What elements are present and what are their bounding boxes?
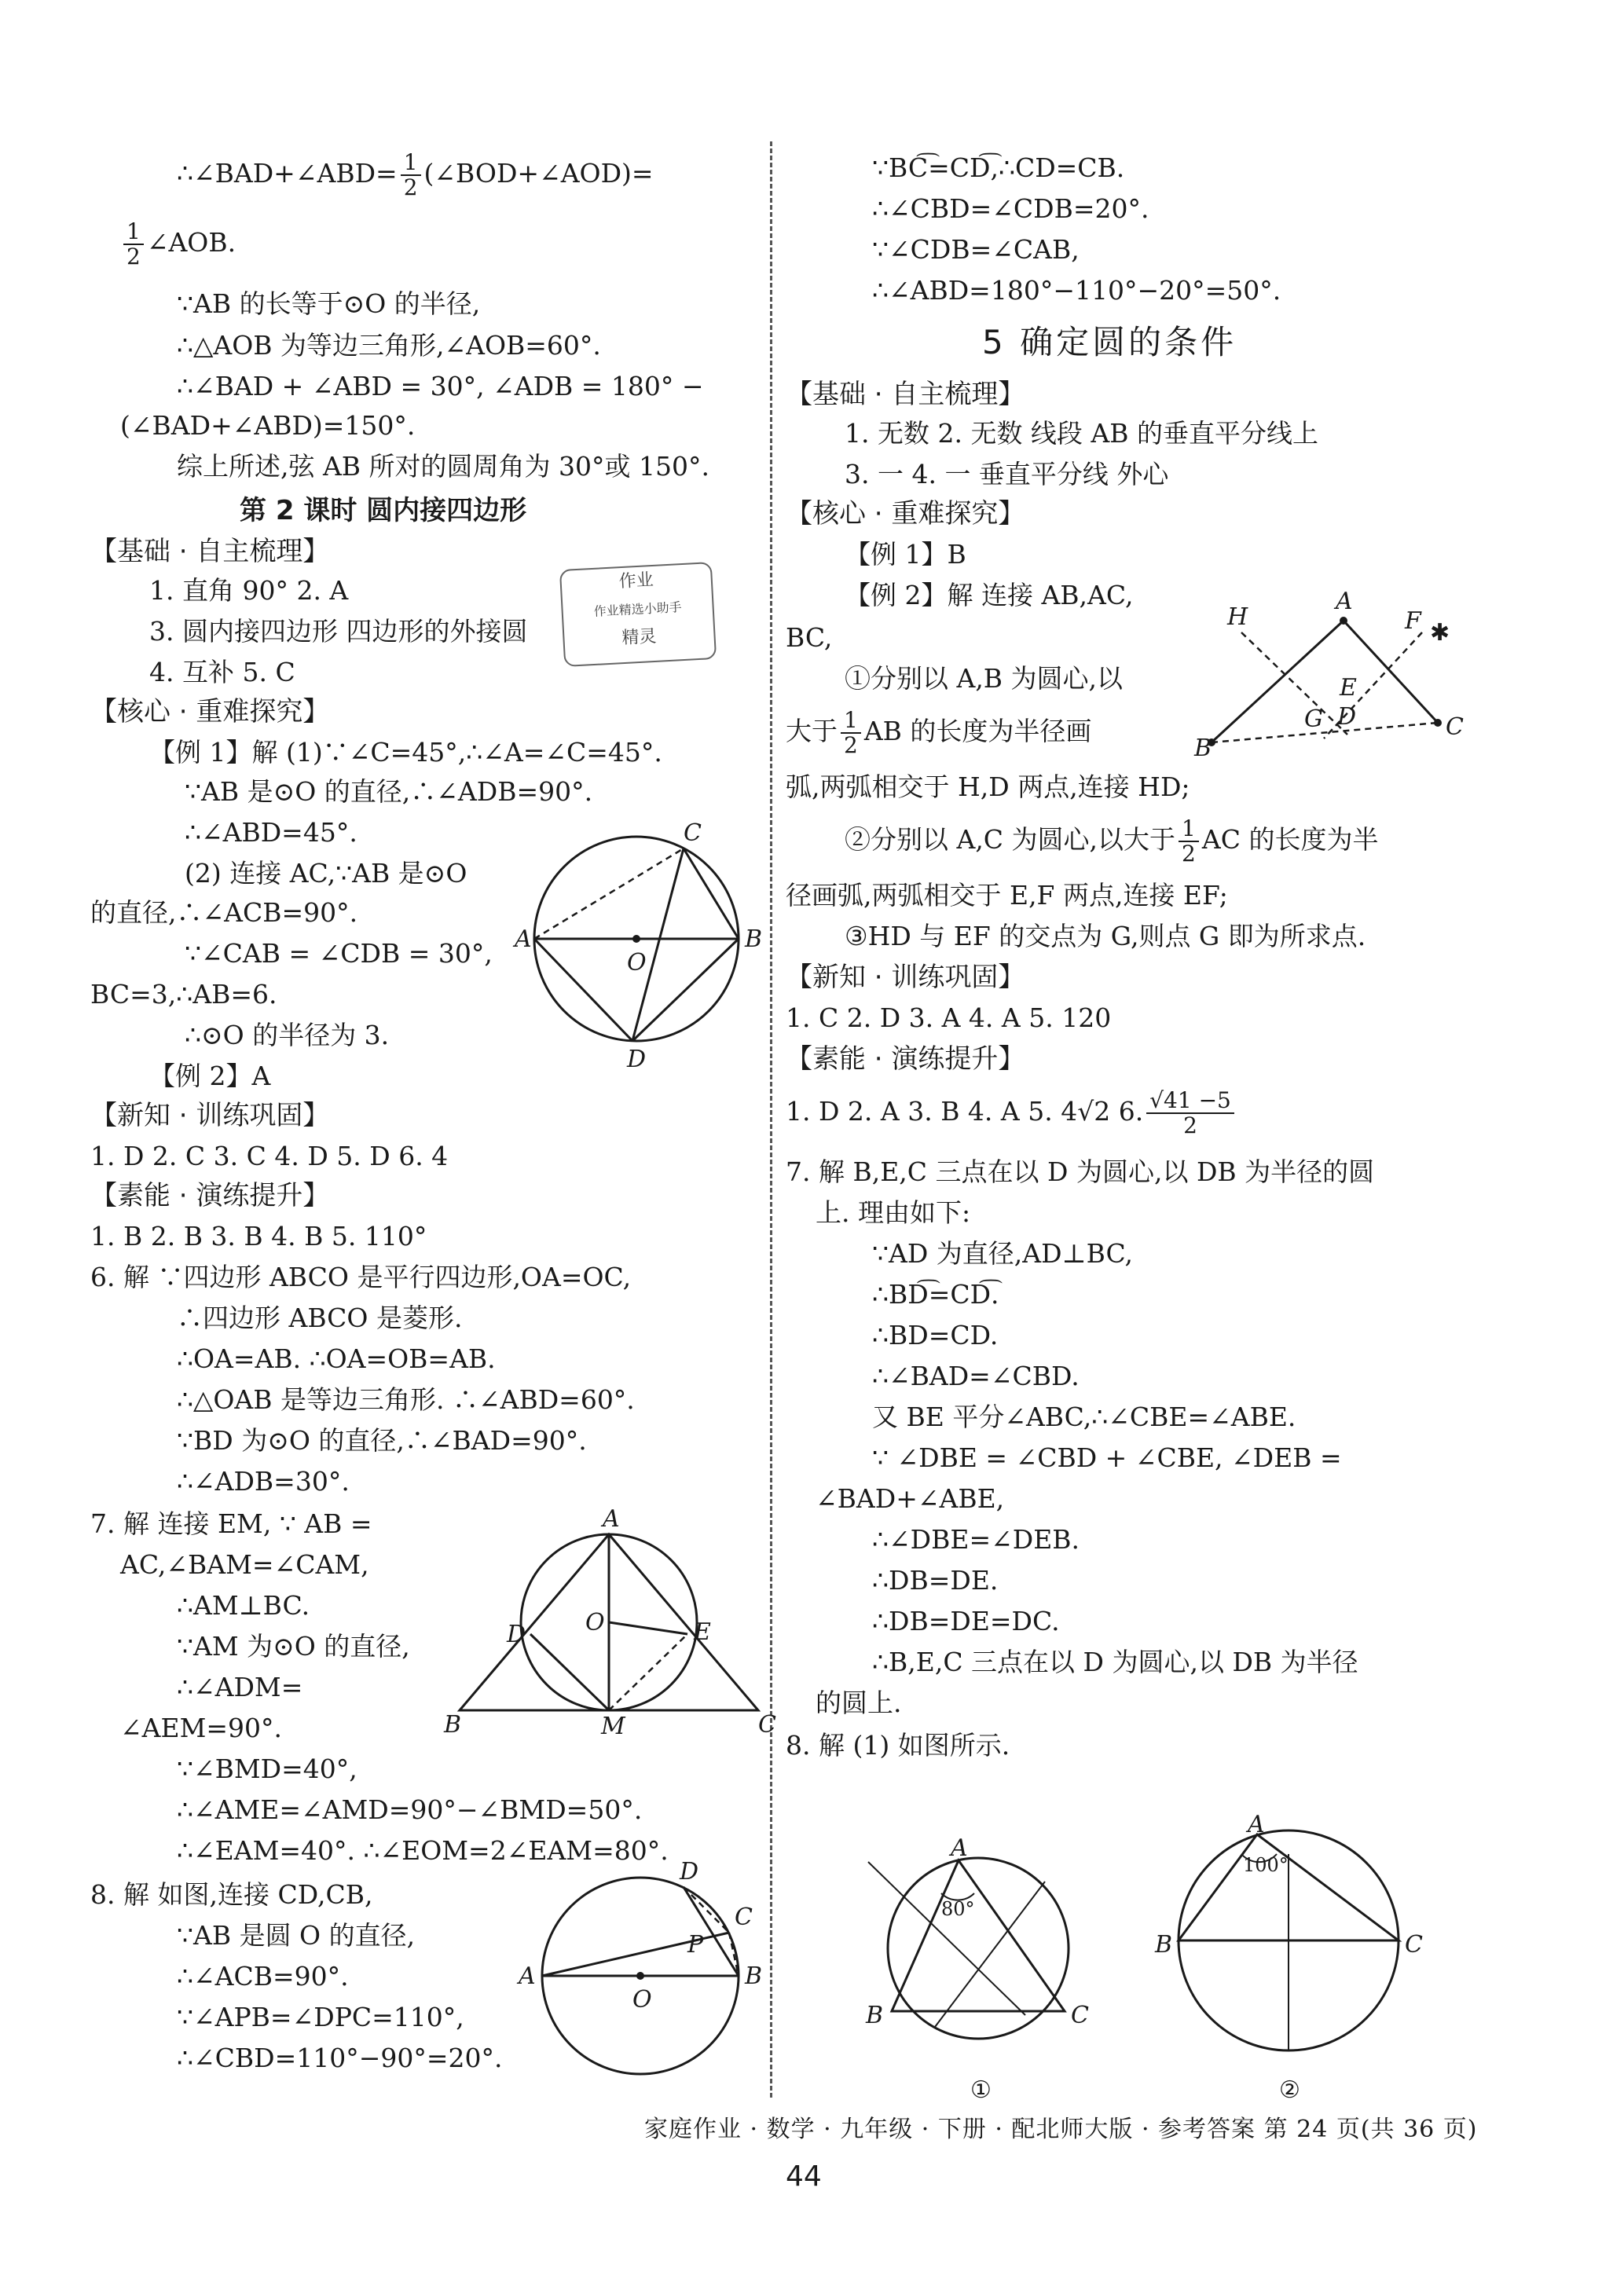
text-line: 【例 1】解 (1)∵∠C=45°,∴∠A=∠C=45°. — [149, 737, 662, 768]
numerator: 1 — [1179, 817, 1199, 842]
text-line: 径画弧,两弧相交于 E,F 两点,连接 EF; — [786, 880, 1228, 911]
section-heading: 【基础 · 自主梳理】 — [786, 379, 1025, 410]
text-line: ∴BD͡=CD͡. — [872, 1279, 999, 1310]
text-line: BC=3,∴AB=6. — [90, 979, 277, 1010]
fraction — [401, 151, 421, 200]
lesson-title: 第 2 课时 圆内接四边形 — [240, 495, 527, 526]
numerator: 1 — [401, 151, 421, 176]
text-line: 4. 互补 5. C — [149, 657, 295, 687]
denominator: 2 — [1183, 1112, 1197, 1138]
text-line: BC, — [786, 622, 833, 653]
text-line: 的圆上. — [816, 1688, 902, 1718]
numerator: √41 −5 — [1146, 1089, 1234, 1114]
text-line: 1. 无数 2. 无数 线段 AB 的垂直平分线上 — [845, 418, 1318, 449]
svg-text:O: O — [585, 1609, 605, 1636]
svg-text:O: O — [627, 949, 647, 977]
text-line: 7. 解 连接 EM, ∵ AB = — [90, 1508, 372, 1539]
svg-text:A: A — [1336, 588, 1353, 615]
column-divider — [770, 141, 772, 2098]
text: ②分别以 A,C 为圆心,以大于 — [845, 824, 1176, 855]
svg-text:B: B — [745, 925, 763, 953]
page-footer: 家庭作业 · 数学 · 九年级 · 下册 · 配北师大版 · 参考答案 第 24 页(共 36 页) — [644, 2116, 1478, 2143]
text-line: 1. C 2. D 3. A 4. A 5. 120 — [786, 1002, 1112, 1033]
svg-text:C: C — [1071, 2002, 1089, 2029]
text-line: 弧,两弧相交于 H,D 两点,连接 HD; — [786, 771, 1190, 802]
fraction — [1179, 817, 1199, 866]
svg-text:A: A — [515, 925, 532, 953]
section-heading: 【素能 · 演练提升】 — [786, 1043, 1025, 1075]
text-line: ∴∠AME=∠AMD=90°−∠BMD=50°. — [177, 1794, 643, 1825]
text: ∠AOB. — [146, 227, 236, 258]
text-line: ∴DB=DE=DC. — [872, 1606, 1060, 1636]
stamp-text: 精灵 — [621, 626, 658, 649]
text-line: AC,∠BAM=∠CAM, — [120, 1549, 369, 1580]
text-line: ③HD 与 EF 的交点为 G,则点 G 即为所求点. — [845, 921, 1366, 951]
text-line: 【例 2】A — [149, 1061, 271, 1091]
stamp-text: 作业精选小助手 — [593, 599, 683, 619]
text-line: ∵∠CAB = ∠CDB = 30°, — [185, 938, 493, 969]
text-line: ①分别以 A,B 为圆心,以 — [845, 663, 1124, 694]
svg-text:H: H — [1227, 603, 1248, 631]
svg-text:D: D — [627, 1046, 647, 1073]
text-line: 又 BE 平分∠ABC,∴∠CBE=∠ABE. — [872, 1402, 1296, 1432]
fraction — [1146, 1089, 1234, 1138]
svg-text:✱: ✱ — [1430, 619, 1450, 647]
text-line — [177, 151, 654, 200]
text-line: 1. B 2. B 3. B 4. B 5. 110° — [90, 1221, 427, 1251]
figure-caption: ② — [1279, 2076, 1300, 2104]
text-line: 3. 一 4. 一 垂直平分线 外心 — [845, 459, 1169, 489]
svg-text:C: C — [758, 1711, 776, 1739]
text-line: 6. 解 ∵四边形 ABCO 是平行四边形,OA=OC, — [90, 1262, 632, 1292]
stamp-text: 作业 — [618, 570, 654, 592]
circle-figure-q8 — [519, 1858, 770, 2090]
section-heading: 【新知 · 训练巩固】 — [90, 1100, 330, 1131]
text-line: ∴∠BAD + ∠ABD = 30°, ∠ADB = 180° − — [177, 371, 704, 401]
text-line: ∴∠ADM= — [177, 1672, 303, 1702]
text-line: ∴⊙O 的半径为 3. — [185, 1020, 390, 1050]
text-line: ∴四边形 ABCO 是菱形. — [177, 1303, 463, 1333]
svg-text:B: B — [1194, 735, 1212, 762]
text-line: ∴△OAB 是等边三角形. ∴∠ABD=60°. — [177, 1384, 635, 1415]
section-heading: 【核心 · 重难探究】 — [90, 696, 330, 727]
text: ∴∠BAD+∠ABD= — [177, 158, 398, 189]
figure-2-obtuse-triangle — [1147, 1811, 1454, 2113]
text-line: 【例 2】解 连接 AB,AC, — [845, 580, 1134, 610]
text-line: ∴∠CBD=110°−90°=20°. — [177, 2043, 503, 2073]
text: 大于 — [786, 716, 838, 746]
text: (∠BOD+∠AOD)= — [423, 158, 654, 189]
text-line: ∴∠ABD=180°−110°−20°=50°. — [872, 275, 1281, 306]
construction-figure-example2 — [1194, 581, 1501, 762]
text-line: (∠BAD+∠ABD)=150°. — [120, 410, 416, 441]
svg-text:A: A — [1248, 1811, 1265, 1838]
text-line: 综上所述,弦 AB 所对的圆周角为 30°或 150°. — [177, 451, 709, 482]
fraction — [123, 220, 144, 269]
text-line: ∵AM 为⊙O 的直径, — [177, 1631, 410, 1662]
text-line: ∵AB 的长等于⊙O 的半径, — [177, 288, 481, 319]
text-line: ∵AB 是⊙O 的直径,∴∠ADB=90°. — [185, 776, 593, 807]
figure-1-acute-triangle — [849, 1834, 1108, 2113]
watermark-stamp — [559, 562, 717, 667]
text-line — [120, 220, 236, 269]
text-line: 3. 圆内接四边形 四边形的外接圆 — [149, 616, 528, 647]
figure-caption: ① — [970, 2076, 992, 2104]
svg-text:A: A — [951, 1834, 968, 1862]
numerator: 1 — [123, 220, 144, 245]
denominator: 2 — [126, 244, 141, 269]
text-line — [845, 817, 1378, 866]
svg-text:G: G — [1304, 705, 1323, 733]
text-line: ∵AD 为直径,AD⊥BC, — [872, 1238, 1134, 1269]
triangle-circle-figure-q7 — [444, 1504, 774, 1740]
text-line: ∴B,E,C 三点在以 D 为圆心,以 DB 为半径 — [872, 1647, 1358, 1677]
svg-text:E: E — [1340, 674, 1357, 702]
text-line — [786, 1089, 1237, 1138]
angle-label: 80° — [941, 1898, 975, 1920]
svg-text:B: B — [745, 1962, 763, 1990]
text-line: (2) 连接 AC,∵AB 是⊙O — [185, 858, 467, 889]
svg-text:B: B — [866, 2002, 884, 2029]
svg-text:M: M — [601, 1713, 625, 1740]
text-line: ∵∠APB=∠DPC=110°, — [177, 2002, 464, 2032]
denominator: 2 — [1182, 841, 1196, 867]
svg-text:A: A — [603, 1505, 620, 1533]
text-line: 的直径,∴∠ACB=90°. — [90, 897, 358, 928]
section-heading: 【素能 · 演练提升】 — [90, 1180, 330, 1211]
section-heading: 【核心 · 重难探究】 — [786, 498, 1025, 530]
text-line: ∴OA=AB. ∴OA=OB=AB. — [177, 1343, 496, 1374]
numerator: 1 — [841, 709, 861, 734]
text-line: 8. 解 如图,连接 CD,CB, — [90, 1879, 373, 1910]
text-line: ∴∠ADB=30°. — [177, 1466, 350, 1497]
text-line: 7. 解 B,E,C 三点在以 D 为圆心,以 DB 为半径的圆 — [786, 1156, 1375, 1187]
text-line: ∴∠CBD=∠CDB=20°. — [872, 193, 1149, 224]
svg-text:C: C — [1446, 713, 1464, 741]
text-line: 上. 理由如下: — [816, 1197, 971, 1228]
section-heading: 【新知 · 训练巩固】 — [786, 962, 1025, 993]
text-line: ∴∠ABD=45°. — [185, 817, 357, 848]
text-line: ∴∠DBE=∠DEB. — [872, 1524, 1080, 1555]
svg-text:C: C — [1405, 1931, 1423, 1959]
svg-text:B: B — [1155, 1931, 1173, 1959]
text-line: ∵∠CDB=∠CAB, — [872, 234, 1080, 265]
text-line: ∴∠ACB=90°. — [177, 1961, 349, 1992]
svg-text:C: C — [735, 1904, 753, 1931]
text-line: ∠AEM=90°. — [120, 1713, 282, 1743]
text-line: ∵∠BMD=40°, — [177, 1753, 357, 1784]
text-line: ∠BAD+∠ABE, — [816, 1483, 1005, 1514]
text-line: ∵AB 是圆 O 的直径, — [177, 1920, 416, 1951]
section-heading: 【基础 · 自主梳理】 — [90, 536, 330, 567]
svg-text:A: A — [519, 1962, 536, 1990]
text-line: 【例 1】B — [845, 539, 966, 570]
text-line: 8. 解 (1) 如图所示. — [786, 1730, 1010, 1761]
text-line: ∴AM⊥BC. — [177, 1590, 310, 1621]
text: AC 的长度为半 — [1201, 824, 1379, 855]
text-line: ∴DB=DE. — [872, 1565, 999, 1596]
svg-text:C: C — [684, 819, 702, 847]
text-line: ∵BC͡=CD͡,∴CD=CB. — [872, 152, 1125, 183]
denominator: 2 — [403, 174, 418, 200]
svg-text:O: O — [632, 1986, 652, 2014]
text-line: ∵ ∠DBE = ∠CBD + ∠CBE, ∠DEB = — [872, 1442, 1342, 1473]
text-line: 1. 直角 90° 2. A — [149, 575, 349, 606]
svg-text:D: D — [680, 1858, 699, 1885]
text-line: ∴∠BAD=∠CBD. — [872, 1361, 1080, 1391]
svg-text:E: E — [694, 1618, 711, 1646]
fraction — [841, 709, 861, 757]
text-line: 1. D 2. C 3. C 4. D 5. D 6. 4 — [90, 1141, 449, 1171]
text-line: ∴△AOB 为等边三角形,∠AOB=60°. — [177, 330, 601, 361]
text: 1. D 2. A 3. B 4. A 5. 4√2 6. — [786, 1096, 1144, 1127]
svg-text:D: D — [507, 1621, 526, 1648]
page-number: 44 — [786, 2160, 822, 2193]
svg-text:B: B — [444, 1711, 462, 1739]
circle-figure-example1 — [515, 817, 770, 1073]
svg-text:F: F — [1405, 607, 1421, 635]
text-line: ∴BD=CD. — [872, 1320, 999, 1350]
text-line: ∴∠EAM=40°. ∴∠EOM=2∠EAM=80°. — [177, 1835, 669, 1866]
text: AB 的长度为半径画 — [863, 716, 1092, 746]
angle-label: 100° — [1243, 1854, 1289, 1876]
svg-text:D: D — [1337, 703, 1357, 731]
svg-text:P: P — [687, 1931, 704, 1959]
denominator: 2 — [844, 732, 858, 758]
text-line: ∵BD 为⊙O 的直径,∴∠BAD=90°. — [177, 1425, 587, 1456]
chapter-title: 5 确定圆的条件 — [982, 323, 1237, 361]
text-line — [786, 709, 1091, 757]
